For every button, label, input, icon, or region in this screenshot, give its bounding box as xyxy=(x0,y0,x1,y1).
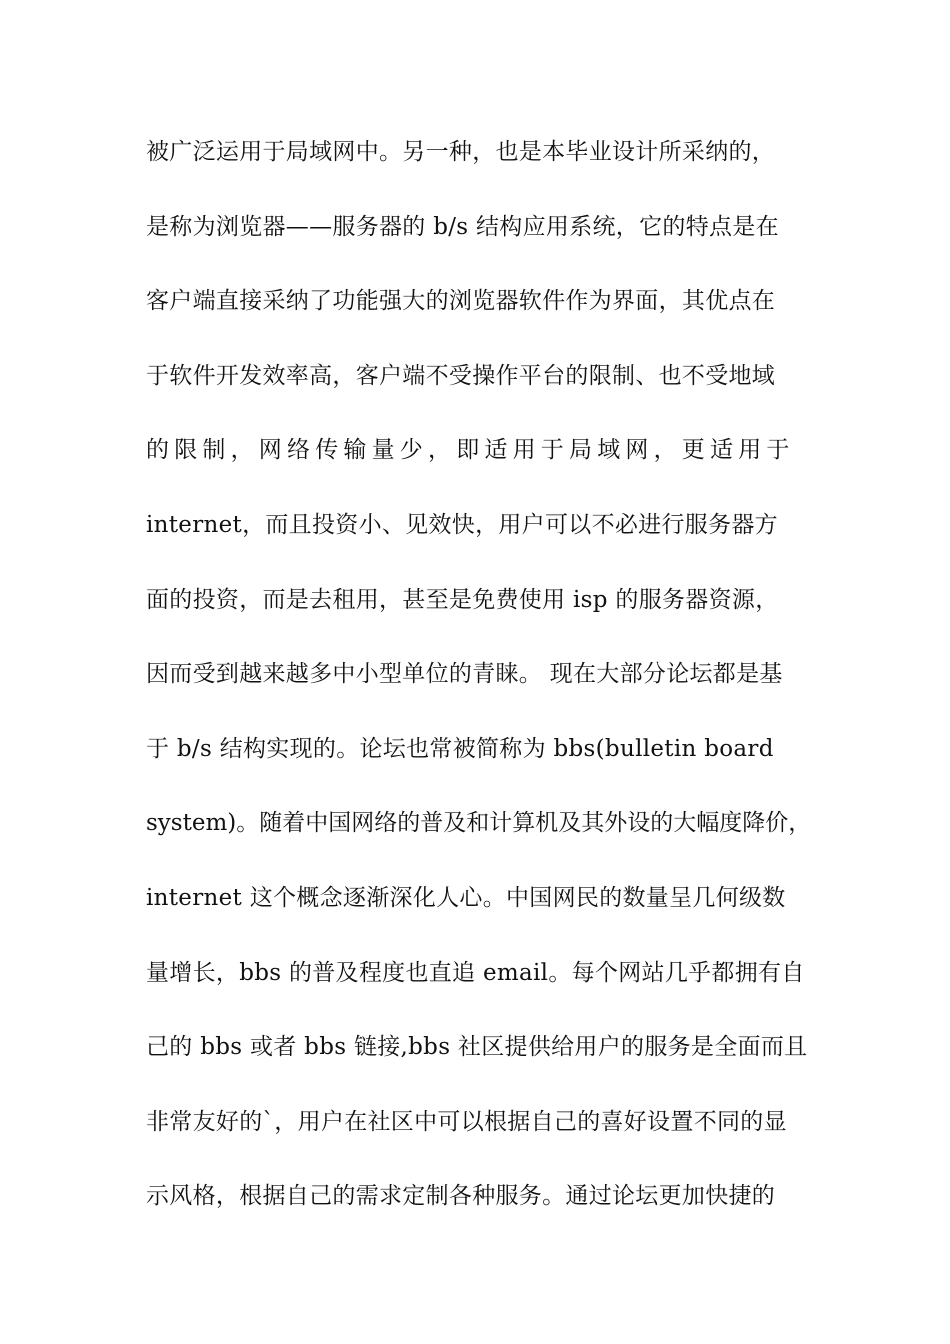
text-line-13: 己的 bbs 或者 bbs 链接,bbs 社区提供给用户的服务是全面而且 xyxy=(146,1034,808,1061)
text-line-15: 示风格，根据自己的需求定制各种服务。通过论坛更加快捷的 xyxy=(146,1183,776,1210)
text-line-10: system)。随着中国网络的普及和计算机及其外设的大幅度降价， xyxy=(146,810,812,837)
text-line-9: 于 b/s 结构实现的。论坛也常被简称为 bbs(bulletin board xyxy=(146,735,774,762)
text-line-4: 于软件开发效率高，客户端不受操作平台的限制、也不受地域 xyxy=(146,362,776,389)
text-line-5: 的限制，网络传输量少，即适用于局域网，更适用于 xyxy=(146,437,795,464)
text-line-14: 非常友好的`，用户在社区中可以根据自己的喜好设置不同的显 xyxy=(146,1108,787,1135)
text-line-6: internet，而且投资小、见效快，用户可以不必进行服务器方 xyxy=(146,511,778,538)
text-line-1: 被广泛运用于局域网中。另一种，也是本毕业设计所采纳的， xyxy=(146,139,776,165)
text-line-7: 面的投资，而是去租用，甚至是免费使用 isp 的服务器资源， xyxy=(146,586,779,613)
body-text xyxy=(146,130,811,1249)
text-line-11: internet 这个概念逐渐深化人心。中国网民的数量呈几何级数 xyxy=(146,884,786,911)
text-line-3: 客户端直接采纳了功能强大的浏览器软件作为界面，其优点在 xyxy=(146,288,776,315)
text-line-8: 因而受到越来越多中小型单位的青睐。 现在大部分论坛都是基 xyxy=(146,661,783,688)
text-line-12: 量增长，bbs 的普及程度也直追 email。每个网站几乎都拥有自 xyxy=(146,959,805,986)
text-line-2: 是称为浏览器——服务器的 b/s 结构应用系统，它的特点是在 xyxy=(146,213,779,240)
